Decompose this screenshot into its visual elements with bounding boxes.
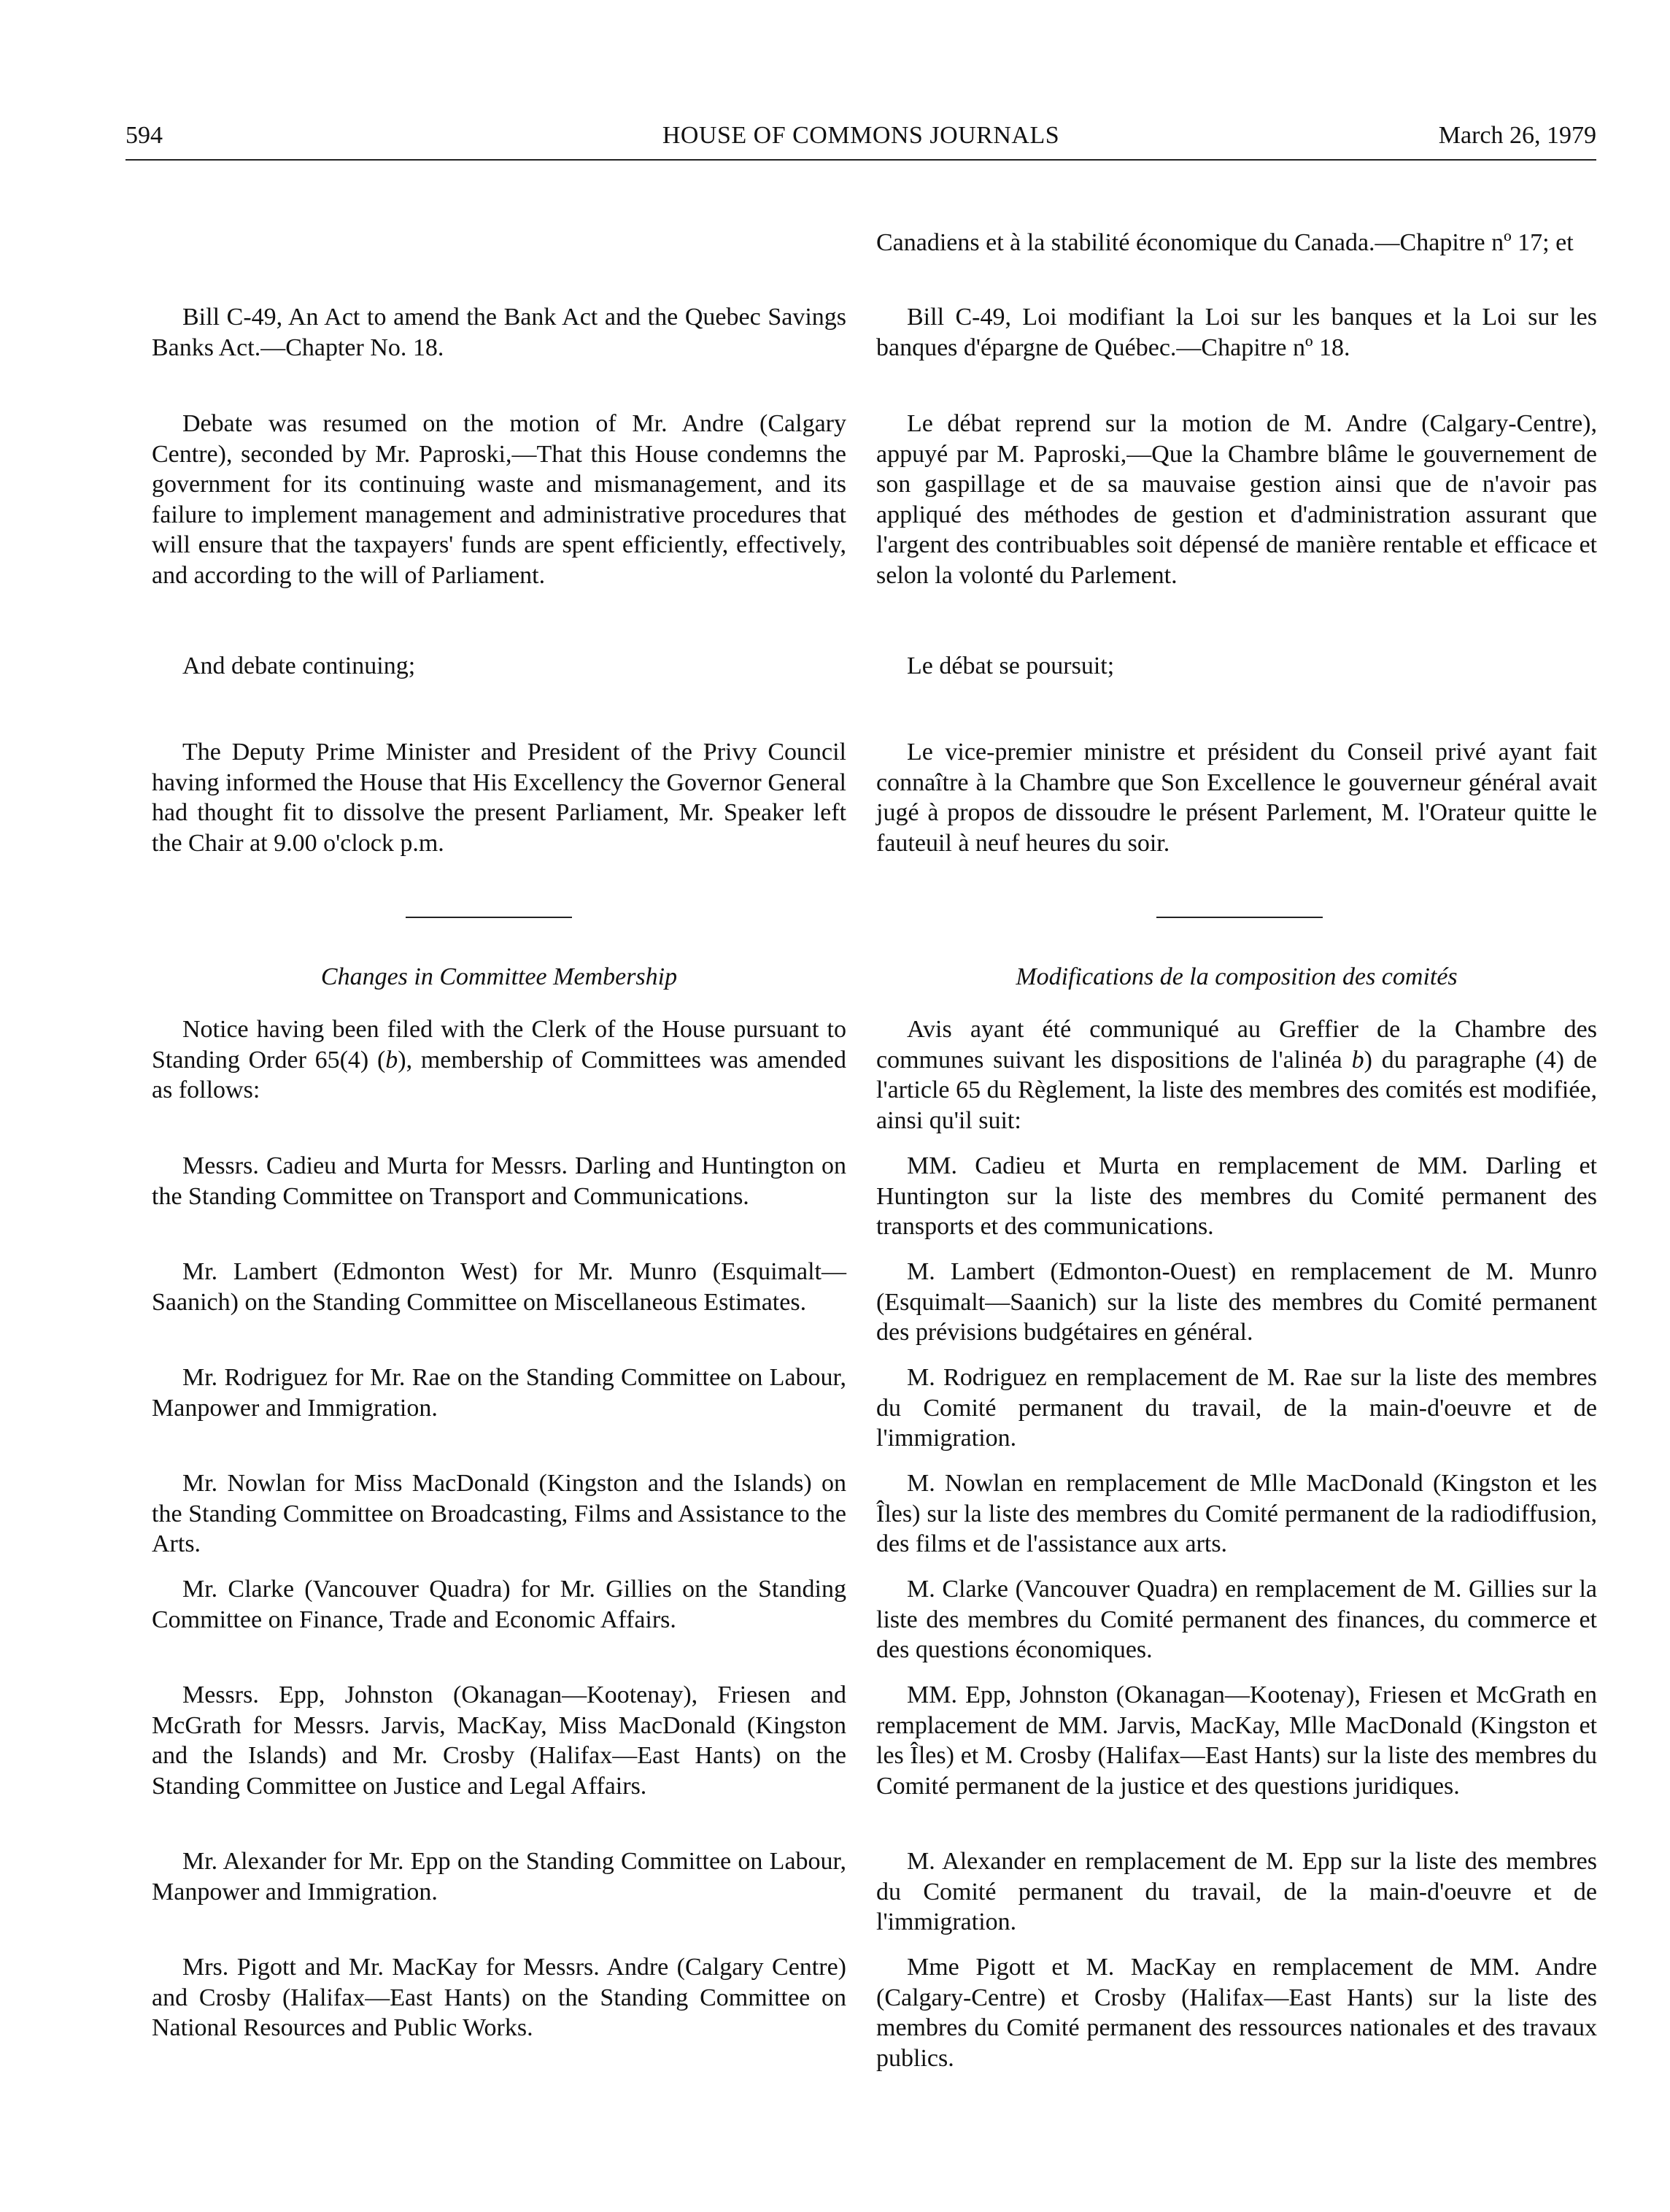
committee-change-fr: M. Rodriguez en remplacement de M. Rae sur la liste des membres du Comité permanent du travail, de la main-d'oeuvre et de l'immigration. bbox=[876, 1364, 1597, 1452]
committee-change-en: Mr. Clarke (Vancouver Quadra) for Mr. Gillies on the Standing Committee on Finance, Trade and Economic Affairs. bbox=[152, 1576, 846, 1633]
committee-change-en: Mr. Lambert (Edmonton West) for Mr. Munro (Esquimalt—Saanich) on the Standing Committee on Miscellaneous Estimates. bbox=[152, 1258, 846, 1316]
bill-c49-en: Bill C-49, An Act to amend the Bank Act and the Quebec Savings Banks Act.—Chapter No. 18. bbox=[152, 304, 846, 361]
dissolution-paragraph-fr: Le vice-premier ministre et président du Conseil privé ayant fait connaître à la Chambre que Son Excellence le gouverneur général avait jugé à propos de dissoudre le présent Parlement, M. l'Orateur quitte le fauteuil à neuf heures du soir. bbox=[876, 739, 1597, 857]
section-divider-en bbox=[406, 917, 572, 918]
notice-paragraph-fr: Avis ayant été communiqué au Greffier de la Chambre des communes suivant les dispositions de l'alinéa b) du paragraphe (4) de l'article 65 du Règlement, la liste des membres des comités est modifiée, ainsi qu'il suit: bbox=[876, 1016, 1597, 1134]
committee-change-en: Mr. Rodriguez for Mr. Rae on the Standing Committee on Labour, Manpower and Immigration. bbox=[152, 1364, 846, 1422]
page-header bbox=[125, 121, 1596, 161]
dissolution-paragraph-en: The Deputy Prime Minister and President of the Privy Council having informed the House that His Excellency the Governor General had thought fit to dissolve the present Parliament, Mr. Speaker left the Chair at 9.00 o'clock p.m. bbox=[152, 739, 846, 857]
committee-change-en: Mr. Nowlan for Miss MacDonald (Kingston and the Islands) on the Standing Committee on Broadcasting, Films and Assistance to the Arts. bbox=[152, 1470, 846, 1557]
committee-change-fr: M. Lambert (Edmonton-Ouest) en remplacement de M. Munro (Esquimalt—Saanich) sur la liste des membres du Comité permanent des prévisions budgétaires en général. bbox=[876, 1258, 1597, 1346]
committee-change-fr: MM. Epp, Johnston (Okanagan—Kootenay), Friesen et McGrath en remplacement de MM. Jarvis, MacKay, Mlle MacDonald (Kingston et les Îles) et M. Crosby (Halifax—East Hants) sur la liste des membres du Comité permanent de la justice et des questions juridiques. bbox=[876, 1681, 1597, 1800]
committee-change-fr: MM. Cadieu et Murta en remplacement de MM. Darling et Huntington sur la liste des membres du Comité permanent des transports et des communications. bbox=[876, 1152, 1597, 1240]
debate-paragraph-en: Debate was resumed on the motion of Mr. Andre (Calgary Centre), seconded by Mr. Paproski,—That this House condemns the government for its continuing waste and mismanagement, and its failure to implement management and administrative procedures that will ensure that the taxpayers' funds are spent efficiently, effectively, and according to the will of Parliament. bbox=[152, 410, 846, 589]
debate-continuing-en: And debate continuing; bbox=[182, 652, 416, 679]
debate-continuing-fr: Le débat se poursuit; bbox=[907, 652, 1115, 679]
bill-c49-fr: Bill C-49, Loi modifiant la Loi sur les banques et la Loi sur les banques d'épargne de Québec.—Chapitre nº 18. bbox=[876, 304, 1597, 361]
committee-change-en: Mrs. Pigott and Mr. MacKay for Messrs. Andre (Calgary Centre) and Crosby (Halifax—East Hants) on the Standing Committee on National Resources and Public Works. bbox=[152, 1954, 846, 2041]
committee-change-fr: M. Clarke (Vancouver Quadra) en remplacement de M. Gillies sur la liste des membres du Comité permanent des finances, du commerce et des questions économiques. bbox=[876, 1576, 1597, 1663]
debate-paragraph-fr: Le débat reprend sur la motion de M. Andre (Calgary-Centre), appuyé par M. Paproski,—Que la Chambre blâme le gouvernement de son gaspillage et de sa mauvaise gestion ainsi que de n'avoir pas appliqué des méthodes de gestion et d'administration assurant que l'argent des contribuables soit dépensé de manière rentable et efficace et selon la volonté du Parlement. bbox=[876, 410, 1597, 589]
section-title-fr: Modifications de la composition des comités bbox=[1016, 963, 1458, 990]
section-divider-fr bbox=[1156, 917, 1323, 918]
committee-change-fr: M. Alexander en remplacement de M. Epp sur la liste des membres du Comité permanent du travail, de la main-d'oeuvre et de l'immigration. bbox=[876, 1848, 1597, 1935]
committee-change-en: Messrs. Cadieu and Murta for Messrs. Darling and Huntington on the Standing Committee on Transport and Communications. bbox=[152, 1152, 846, 1210]
journal-title: HOUSE OF COMMONS JOURNALS bbox=[662, 122, 1060, 149]
committee-change-fr: Mme Pigott et M. MacKay en remplacement de MM. Andre (Calgary-Centre) et Crosby (Halifax—East Hants) sur la liste des membres du Comité permanent des ressources nationales et des travaux publics. bbox=[876, 1954, 1597, 2072]
carryover-paragraph-fr: Canadiens et à la stabilité économique du Canada.—Chapitre nº 17; et bbox=[876, 229, 1574, 256]
page-number: 594 bbox=[125, 122, 163, 149]
committee-change-fr: M. Nowlan en remplacement de Mlle MacDonald (Kingston et les Îles) sur la liste des membres du Comité permanent de la radiodiffusion, des films et de l'assistance aux arts. bbox=[876, 1470, 1597, 1557]
section-title-en: Changes in Committee Membership bbox=[320, 963, 678, 990]
committee-change-en: Mr. Alexander for Mr. Epp on the Standing Committee on Labour, Manpower and Immigration. bbox=[152, 1848, 846, 1905]
notice-paragraph-en: Notice having been filed with the Clerk of the House pursuant to Standing Order 65(4) (b), membership of Committees was amended as follows: bbox=[152, 1016, 846, 1103]
committee-change-en: Messrs. Epp, Johnston (Okanagan—Kootenay), Friesen and McGrath for Messrs. Jarvis, MacKay, Miss MacDonald (Kingston and the Islands) and Mr. Crosby (Halifax—East Hants) on the Standing Committee on Justice and Legal Affairs. bbox=[152, 1681, 846, 1800]
journal-date: March 26, 1979 bbox=[1438, 122, 1596, 149]
